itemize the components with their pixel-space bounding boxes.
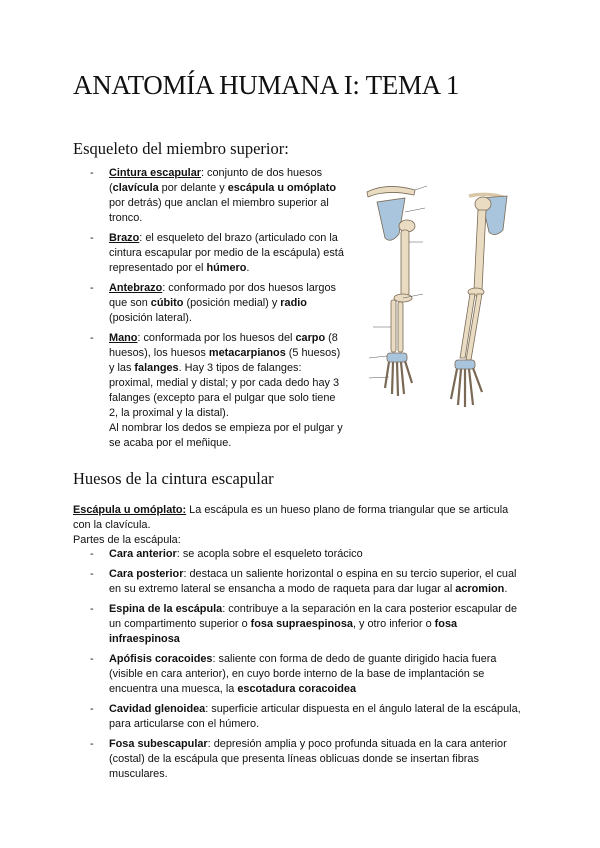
item-bold: cúbito [150, 297, 184, 309]
item-bold: falanges [134, 362, 179, 374]
item-bold: carpo [295, 332, 326, 344]
list-item [90, 331, 346, 451]
item-text: (posición lateral). [109, 312, 192, 324]
label-leader [405, 208, 425, 212]
ulna-left [391, 300, 396, 352]
item-text: : el esqueleto del brazo (articulado con la cintura escapular por medio de la escápula) está representado por el [109, 232, 344, 274]
humerus-right [474, 210, 486, 290]
scapula-parts-list [90, 547, 524, 787]
item-text: : conformada por los huesos del [137, 332, 296, 344]
item-term: Mano [109, 332, 138, 344]
upper-limb-list [90, 166, 346, 456]
item-text: : superficie articular dispuesta en el ángulo lateral de la escápula, para articularse con el húmero. [109, 703, 521, 730]
item-text: por delante y [158, 182, 228, 194]
page-title: ANATOMÍA HUMANA I: TEMA 1 [73, 70, 460, 100]
scapula-intro [73, 503, 523, 548]
item-bold: metacarpianos [208, 347, 286, 359]
item-term: Antebrazo [109, 282, 163, 294]
item-bold: fosa infraespinosa [109, 618, 458, 645]
list-item [90, 567, 524, 597]
item-term: Espina de la escápula [109, 603, 223, 615]
humerus-head-right [475, 197, 491, 211]
item-term: Apófisis coracoides [109, 653, 213, 665]
list-item [90, 231, 346, 276]
item-text: : destaca un saliente horizontal o espina en su tercio superior, el cual en su extremo lateral se ensancha a modo de raqueta para dar lugar al [109, 568, 517, 595]
list-item [90, 737, 524, 782]
section-heading-upper-limb: Esqueleto del miembro superior: [73, 139, 289, 158]
upper-limb-skeleton-figure [357, 172, 520, 410]
label-leader [369, 356, 387, 358]
item-text: . Hay 3 tipos de falanges: proximal, medial y distal; y por cada dedo hay 3 falanges (excepto para el pulgar que solo tiene 2, la proximal y la distal). [109, 362, 340, 419]
radius-left [398, 302, 403, 352]
item-term: Cavidad glenoidea [109, 703, 206, 715]
item-term: Cara anterior [109, 548, 177, 560]
clavicle-left [367, 186, 415, 197]
list-item [90, 702, 524, 732]
intro-term: Escápula u omóplato: [73, 504, 187, 516]
item-text: : conformado por dos huesos largos que son [109, 282, 336, 309]
item-bold: escotadura coracoidea [237, 683, 356, 695]
item-bold: húmero [206, 262, 247, 274]
carpus-left [387, 353, 407, 362]
item-text: : contribuye a la separación en la cara posterior escapular de un compartimento superior o [109, 603, 518, 630]
item-bold: escápula u omóplato [227, 182, 337, 194]
item-text: : saliente con forma de dedo de guante dirigido hacia fuera (visible en cara anterior), en cuyo borde interno de la base de implantación se encuentra una muesca, la [109, 653, 497, 695]
item-bold: fosa supraespinosa [250, 618, 353, 630]
item-term: Brazo [109, 232, 140, 244]
list-item [90, 602, 524, 647]
item-note: Al nombrar los dedos se empieza por el pulgar y se acaba por el meñique. [109, 422, 343, 449]
item-text: : depresión amplia y poco profunda situada en la cara anterior (costal) de la escápula que presenta líneas oblicuas donde se insertan fibras musculares. [109, 738, 507, 780]
hand-right [451, 368, 482, 407]
item-text: . [504, 583, 508, 595]
intro-text: La escápula es un hueso plano de forma triangular que se articula con la clavícula. [73, 504, 509, 531]
item-text: por detrás) que anclan el miembro superior al tronco. [109, 197, 329, 224]
item-bold: radio [280, 297, 307, 309]
hand-left [385, 361, 412, 396]
label-leader [415, 186, 427, 190]
item-text: (8 huesos), los huesos [109, 332, 338, 359]
section-heading-shoulder-girdle: Huesos de la cintura escapular [73, 469, 274, 488]
list-item [90, 166, 346, 226]
item-bold: acromion [455, 583, 505, 595]
item-term: Cintura escapular [109, 167, 201, 179]
item-text: : se acopla sobre el esqueleto torácico [176, 548, 363, 560]
item-bold: clavícula [112, 182, 159, 194]
list-item [90, 281, 346, 326]
item-text: (posición medial) y [183, 297, 281, 309]
item-term: Cara posterior [109, 568, 184, 580]
item-text: . [246, 262, 250, 274]
humerus-left [401, 230, 409, 296]
list-item [90, 652, 524, 697]
carpus-right [455, 360, 475, 369]
list-item [90, 547, 524, 562]
item-text: , y otro inferior o [352, 618, 435, 630]
item-text: (5 huesos) y las [109, 347, 341, 374]
parts-label: Partes de la escápula: [73, 534, 181, 546]
item-term: Fosa subescapular [109, 738, 208, 750]
skeleton-drawing [357, 172, 520, 410]
item-text: : conjunto de dos huesos ( [109, 167, 323, 194]
